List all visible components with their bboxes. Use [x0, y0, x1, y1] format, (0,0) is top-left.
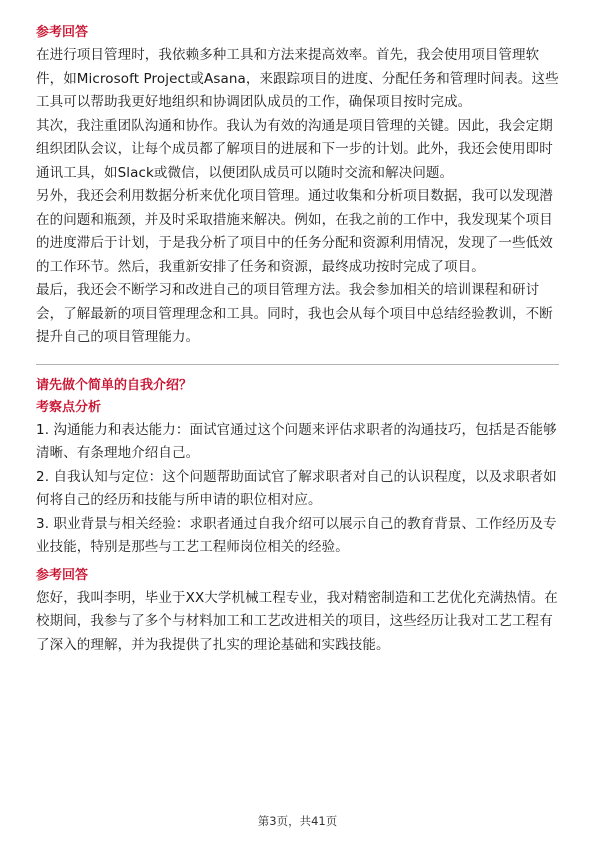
answer-paragraph: 最后，我还会不断学习和改进自己的项目管理方法。我会参加相关的培训课程和研讨会，了解最新的项目管理理念和工具。同时，我也会从每个项目中总结经验教训，不断提升自己的项目管理能力。	[36, 282, 553, 345]
question-heading: 请先做个简单的自我介绍？	[36, 377, 193, 393]
page-content	[36, 22, 559, 657]
answer-paragraph: 您好，我叫李明，毕业于XX大学机械工程专业，我对精密制造和工艺优化充满热情。在校期间，我参与了多个与材料加工和工艺改进相关的项目，这些经历让我对工艺工程有了深入的理解，并为我提供了扎实的理论基础和实践技能。	[36, 589, 558, 653]
answer-heading: 参考回答	[36, 25, 89, 40]
analysis-item: 1. 沟通能力和表达能力：面试官通过这个问题来评估求职者的沟通技巧，包括是否能够清晰、有条理地介绍自己。	[36, 421, 557, 461]
answer-paragraph: 其次，我注重团队沟通和协作。我认为有效的沟通是项目管理的关键。因此，我会定期组织团队会议，让每个成员都了解项目的进展和下一步的计划。此外，我还会使用即时通讯工具，如Slack或微信，以便团队成员可以随时交流和解决问题。	[36, 117, 553, 181]
analysis-item: 3. 职业背景与相关经验：求职者通过自我介绍可以展示自己的教育背景、工作经历及专业技能，特别是那些与工艺工程师岗位相关的经验。	[36, 515, 557, 555]
analysis-heading: 考察点分析	[36, 399, 102, 415]
analysis-item: 2. 自我认知与定位：这个问题帮助面试官了解求职者对自己的认识程度，以及求职者如何将自己的经历和技能与所申请的职位相对应。	[36, 468, 557, 508]
answer-paragraph: 另外，我还会利用数据分析来优化项目管理。通过收集和分析项目数据，我可以发现潜在的问题和瓶颈，并及时采取措施来解决。例如，在我之前的工作中，我发现某个项目的进度滞后于计划，于是我分析了项目中的任务分配和资源利用情况，发现了一些低效的工作环节。然后，我重新安排了任务和资源，最终成功按时完成了项目。	[36, 188, 553, 275]
section-divider	[36, 364, 559, 365]
answer-paragraph: 在进行项目管理时，我依赖多种工具和方法来提高效率。首先，我会使用项目管理软件，如Microsoft Project或Asana，来跟踪项目的进度、分配任务和管理时间表。这些工具可以帮助我更好地组织和协调团队成员的工作，确保项目按时完成。	[36, 47, 559, 110]
answer-heading: 参考回答	[36, 567, 89, 583]
page-footer: 第3页，共41页	[257, 814, 338, 828]
